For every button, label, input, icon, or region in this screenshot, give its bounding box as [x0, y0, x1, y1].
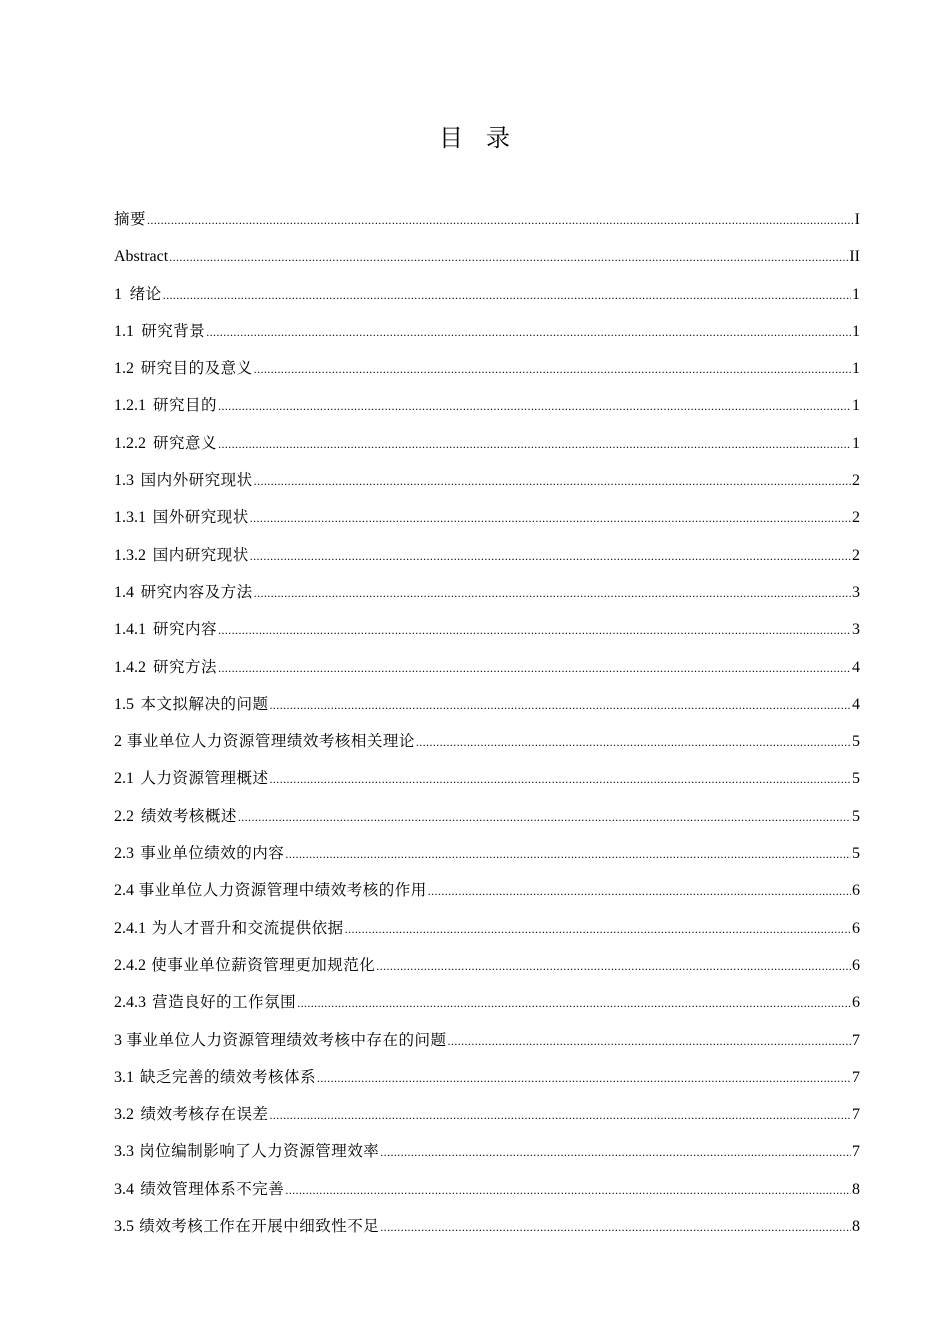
toc-entry[interactable] — [114, 350, 860, 387]
toc-entry-number: 2.4.2 — [114, 956, 146, 974]
toc-dot-leader — [428, 873, 851, 910]
toc-entry-page-number: 2 — [852, 546, 860, 564]
toc-dot-leader — [376, 948, 851, 985]
toc-dot-leader — [416, 724, 851, 761]
toc-entry[interactable] — [114, 686, 860, 723]
toc-entry[interactable] — [114, 387, 860, 424]
toc-entry[interactable] — [114, 984, 860, 1021]
toc-entry-page-number: 5 — [852, 845, 860, 863]
toc-entry[interactable] — [114, 760, 860, 797]
toc-entry-number: 2 — [114, 733, 122, 751]
toc-entry-label: 研究目的及意义 — [140, 359, 253, 378]
toc-entry-page-number: 7 — [852, 1068, 860, 1086]
toc-entry-label: 研究方法 — [153, 657, 218, 676]
toc-title — [0, 120, 950, 156]
toc-entry-label: 绩效管理体系不完善 — [140, 1179, 285, 1198]
toc-entry[interactable] — [114, 723, 860, 760]
toc-entry-number: 3.1 — [114, 1068, 134, 1086]
toc-entry-number: 2.2 — [114, 807, 134, 825]
toc-entry-number: 3.2 — [114, 1106, 134, 1124]
toc-entry-label: 本文拟解决的问题 — [140, 694, 269, 713]
toc-entry-page-number: 4 — [852, 695, 860, 713]
toc-entry-page-number: 6 — [852, 882, 860, 900]
toc-dot-leader — [147, 202, 854, 239]
toc-entry-page-number: 4 — [852, 658, 860, 676]
toc-entry-number: 1.4 — [114, 583, 134, 601]
toc-entry-label: 绪论 — [129, 284, 162, 303]
toc-entry-page-number: 8 — [852, 1180, 860, 1198]
toc-entry-page-number: 6 — [852, 919, 860, 937]
toc-entry[interactable] — [114, 798, 860, 835]
toc-entry-label: 研究意义 — [153, 433, 218, 452]
toc-entry[interactable] — [114, 1133, 860, 1170]
toc-entry-number: 1.1 — [114, 322, 134, 340]
toc-entry[interactable] — [114, 499, 860, 536]
toc-entry-number: 1.5 — [114, 695, 134, 713]
toc-entry-page-number: 2 — [852, 509, 860, 527]
toc-dot-leader — [297, 985, 851, 1022]
toc-entry-page-number: 7 — [852, 1143, 860, 1161]
toc-entry-label: 岗位编制影响了人力资源管理效率 — [139, 1142, 380, 1161]
toc-entry-number: 2.4.1 — [114, 919, 146, 937]
toc-entry-page-number: 1 — [852, 397, 860, 415]
toc-entry[interactable] — [114, 574, 860, 611]
toc-entry-page-number: 5 — [852, 733, 860, 751]
toc-entry-number: 1.3.2 — [114, 546, 146, 564]
toc-entry-page-number: 5 — [852, 770, 860, 788]
toc-entry-page-number: 1 — [852, 322, 860, 340]
toc-entry[interactable] — [114, 611, 860, 648]
toc-dot-leader — [218, 388, 851, 425]
toc-entry-page-number: 1 — [852, 434, 860, 452]
toc-entry-page-number: 7 — [852, 1031, 860, 1049]
toc-dot-leader — [218, 612, 851, 649]
toc-entry-label: 缺乏完善的绩效考核体系 — [139, 1067, 316, 1086]
toc-entry[interactable] — [114, 313, 860, 350]
toc-entry-number: 1.3.1 — [114, 509, 146, 527]
toc-entry-page-number: 6 — [852, 994, 860, 1012]
toc-dot-leader — [169, 239, 848, 276]
toc-entry-label: 研究内容 — [153, 620, 218, 639]
toc-entry-label: 事业单位人力资源管理绩效考核中存在的问题 — [126, 1030, 447, 1049]
toc-entry-label: 事业单位人力资源管理中绩效考核的作用 — [138, 881, 427, 900]
toc-entry[interactable] — [114, 1059, 860, 1096]
toc-entry-label: 营造良好的工作氛围 — [152, 993, 297, 1012]
toc-entry-label: 事业单位人力资源管理绩效考核相关理论 — [126, 732, 415, 751]
toc-entry-number: 2.4.3 — [114, 994, 146, 1012]
toc-entry[interactable] — [114, 910, 860, 947]
toc-entry-page-number: I — [854, 211, 860, 228]
toc-dot-leader — [238, 799, 851, 836]
toc-entry-label: 国外研究现状 — [152, 508, 249, 527]
toc-entry-number: 2.3 — [114, 845, 134, 863]
toc-entry-label: 研究背景 — [141, 321, 206, 340]
toc-dot-leader — [254, 351, 851, 388]
toc-dot-leader — [270, 1097, 852, 1134]
toc-entry-label: 为人才晋升和交流提供依据 — [151, 918, 344, 937]
toc-entry-number: 1.2.2 — [114, 434, 146, 452]
toc-entry-page-number: 1 — [852, 285, 860, 303]
toc-dot-leader — [448, 1023, 851, 1060]
toc-entry-number: 2.1 — [114, 770, 134, 788]
toc-entry[interactable] — [114, 1208, 860, 1245]
toc-entry[interactable] — [114, 201, 860, 238]
toc-entry-number: 3.5 — [114, 1218, 134, 1236]
toc-dot-leader — [254, 463, 851, 500]
toc-entry[interactable] — [114, 462, 860, 499]
toc-dot-leader — [250, 538, 851, 575]
toc-dot-leader — [218, 426, 851, 463]
toc-entry-label: 使事业单位薪资管理更加规范化 — [151, 955, 376, 974]
toc-dot-leader — [285, 1172, 851, 1209]
toc-entry-number: 3.3 — [114, 1143, 134, 1161]
toc-entry-label: 事业单位绩效的内容 — [140, 844, 285, 863]
toc-entry[interactable] — [114, 1022, 860, 1059]
toc-entry-label: 国内外研究现状 — [140, 471, 253, 490]
toc-dot-leader — [317, 1060, 851, 1097]
toc-entry-page-number: 8 — [852, 1218, 860, 1236]
toc-list — [114, 201, 860, 1245]
toc-entry-page-number: 5 — [852, 807, 860, 825]
toc-entry-label: 绩效考核概述 — [140, 806, 237, 825]
toc-entry-number: 1.4.2 — [114, 658, 146, 676]
toc-dot-leader — [270, 687, 852, 724]
toc-entry[interactable] — [114, 537, 860, 574]
toc-entry[interactable] — [114, 425, 860, 462]
toc-entry-label: Abstract — [114, 248, 169, 266]
toc-entry-label: 研究目的 — [153, 396, 218, 415]
toc-entry[interactable] — [114, 649, 860, 686]
toc-entry[interactable] — [114, 872, 860, 909]
toc-entry-page-number: II — [849, 248, 860, 266]
toc-dot-leader — [254, 575, 851, 612]
toc-title-char: 录 — [486, 124, 511, 152]
toc-entry-number: 1.2.1 — [114, 397, 146, 415]
toc-dot-leader — [380, 1134, 851, 1171]
toc-entry-number: 2.4 — [114, 882, 134, 900]
toc-dot-leader — [270, 761, 852, 798]
toc-dot-leader — [380, 1209, 851, 1246]
toc-entry-page-number: 7 — [852, 1106, 860, 1124]
toc-entry[interactable] — [114, 238, 860, 275]
toc-entry-page-number: 2 — [852, 472, 860, 490]
toc-entry-label: 国内研究现状 — [152, 545, 249, 564]
toc-entry-label: 研究内容及方法 — [140, 582, 253, 601]
toc-dot-leader — [163, 277, 851, 314]
toc-title-char: 目 — [439, 124, 464, 152]
toc-entry-page-number: 3 — [852, 621, 860, 639]
toc-entry-number: 3 — [114, 1031, 122, 1049]
toc-dot-leader — [345, 911, 851, 948]
toc-entry-label: 绩效考核工作在开展中细致性不足 — [139, 1217, 380, 1236]
toc-dot-leader — [206, 314, 851, 351]
toc-entry-number: 1 — [114, 285, 122, 303]
toc-entry-label: 人力资源管理概述 — [140, 769, 269, 788]
toc-dot-leader — [285, 836, 851, 873]
toc-entry-page-number: 1 — [852, 360, 860, 378]
toc-entry-label: 绩效考核存在误差 — [140, 1105, 269, 1124]
toc-entry[interactable] — [114, 276, 860, 313]
toc-entry-page-number: 6 — [852, 956, 860, 974]
toc-entry-number: 1.2 — [114, 360, 134, 378]
toc-entry-page-number: 3 — [852, 583, 860, 601]
toc-dot-leader — [250, 500, 851, 537]
toc-entry[interactable] — [114, 1171, 860, 1208]
toc-entry[interactable] — [114, 1096, 860, 1133]
toc-entry-label: 摘要 — [114, 210, 147, 228]
toc-dot-leader — [218, 650, 851, 687]
toc-entry-number: 3.4 — [114, 1180, 134, 1198]
toc-entry[interactable] — [114, 835, 860, 872]
toc-entry-number: 1.4.1 — [114, 621, 146, 639]
toc-entry[interactable] — [114, 947, 860, 984]
toc-entry-number: 1.3 — [114, 472, 134, 490]
